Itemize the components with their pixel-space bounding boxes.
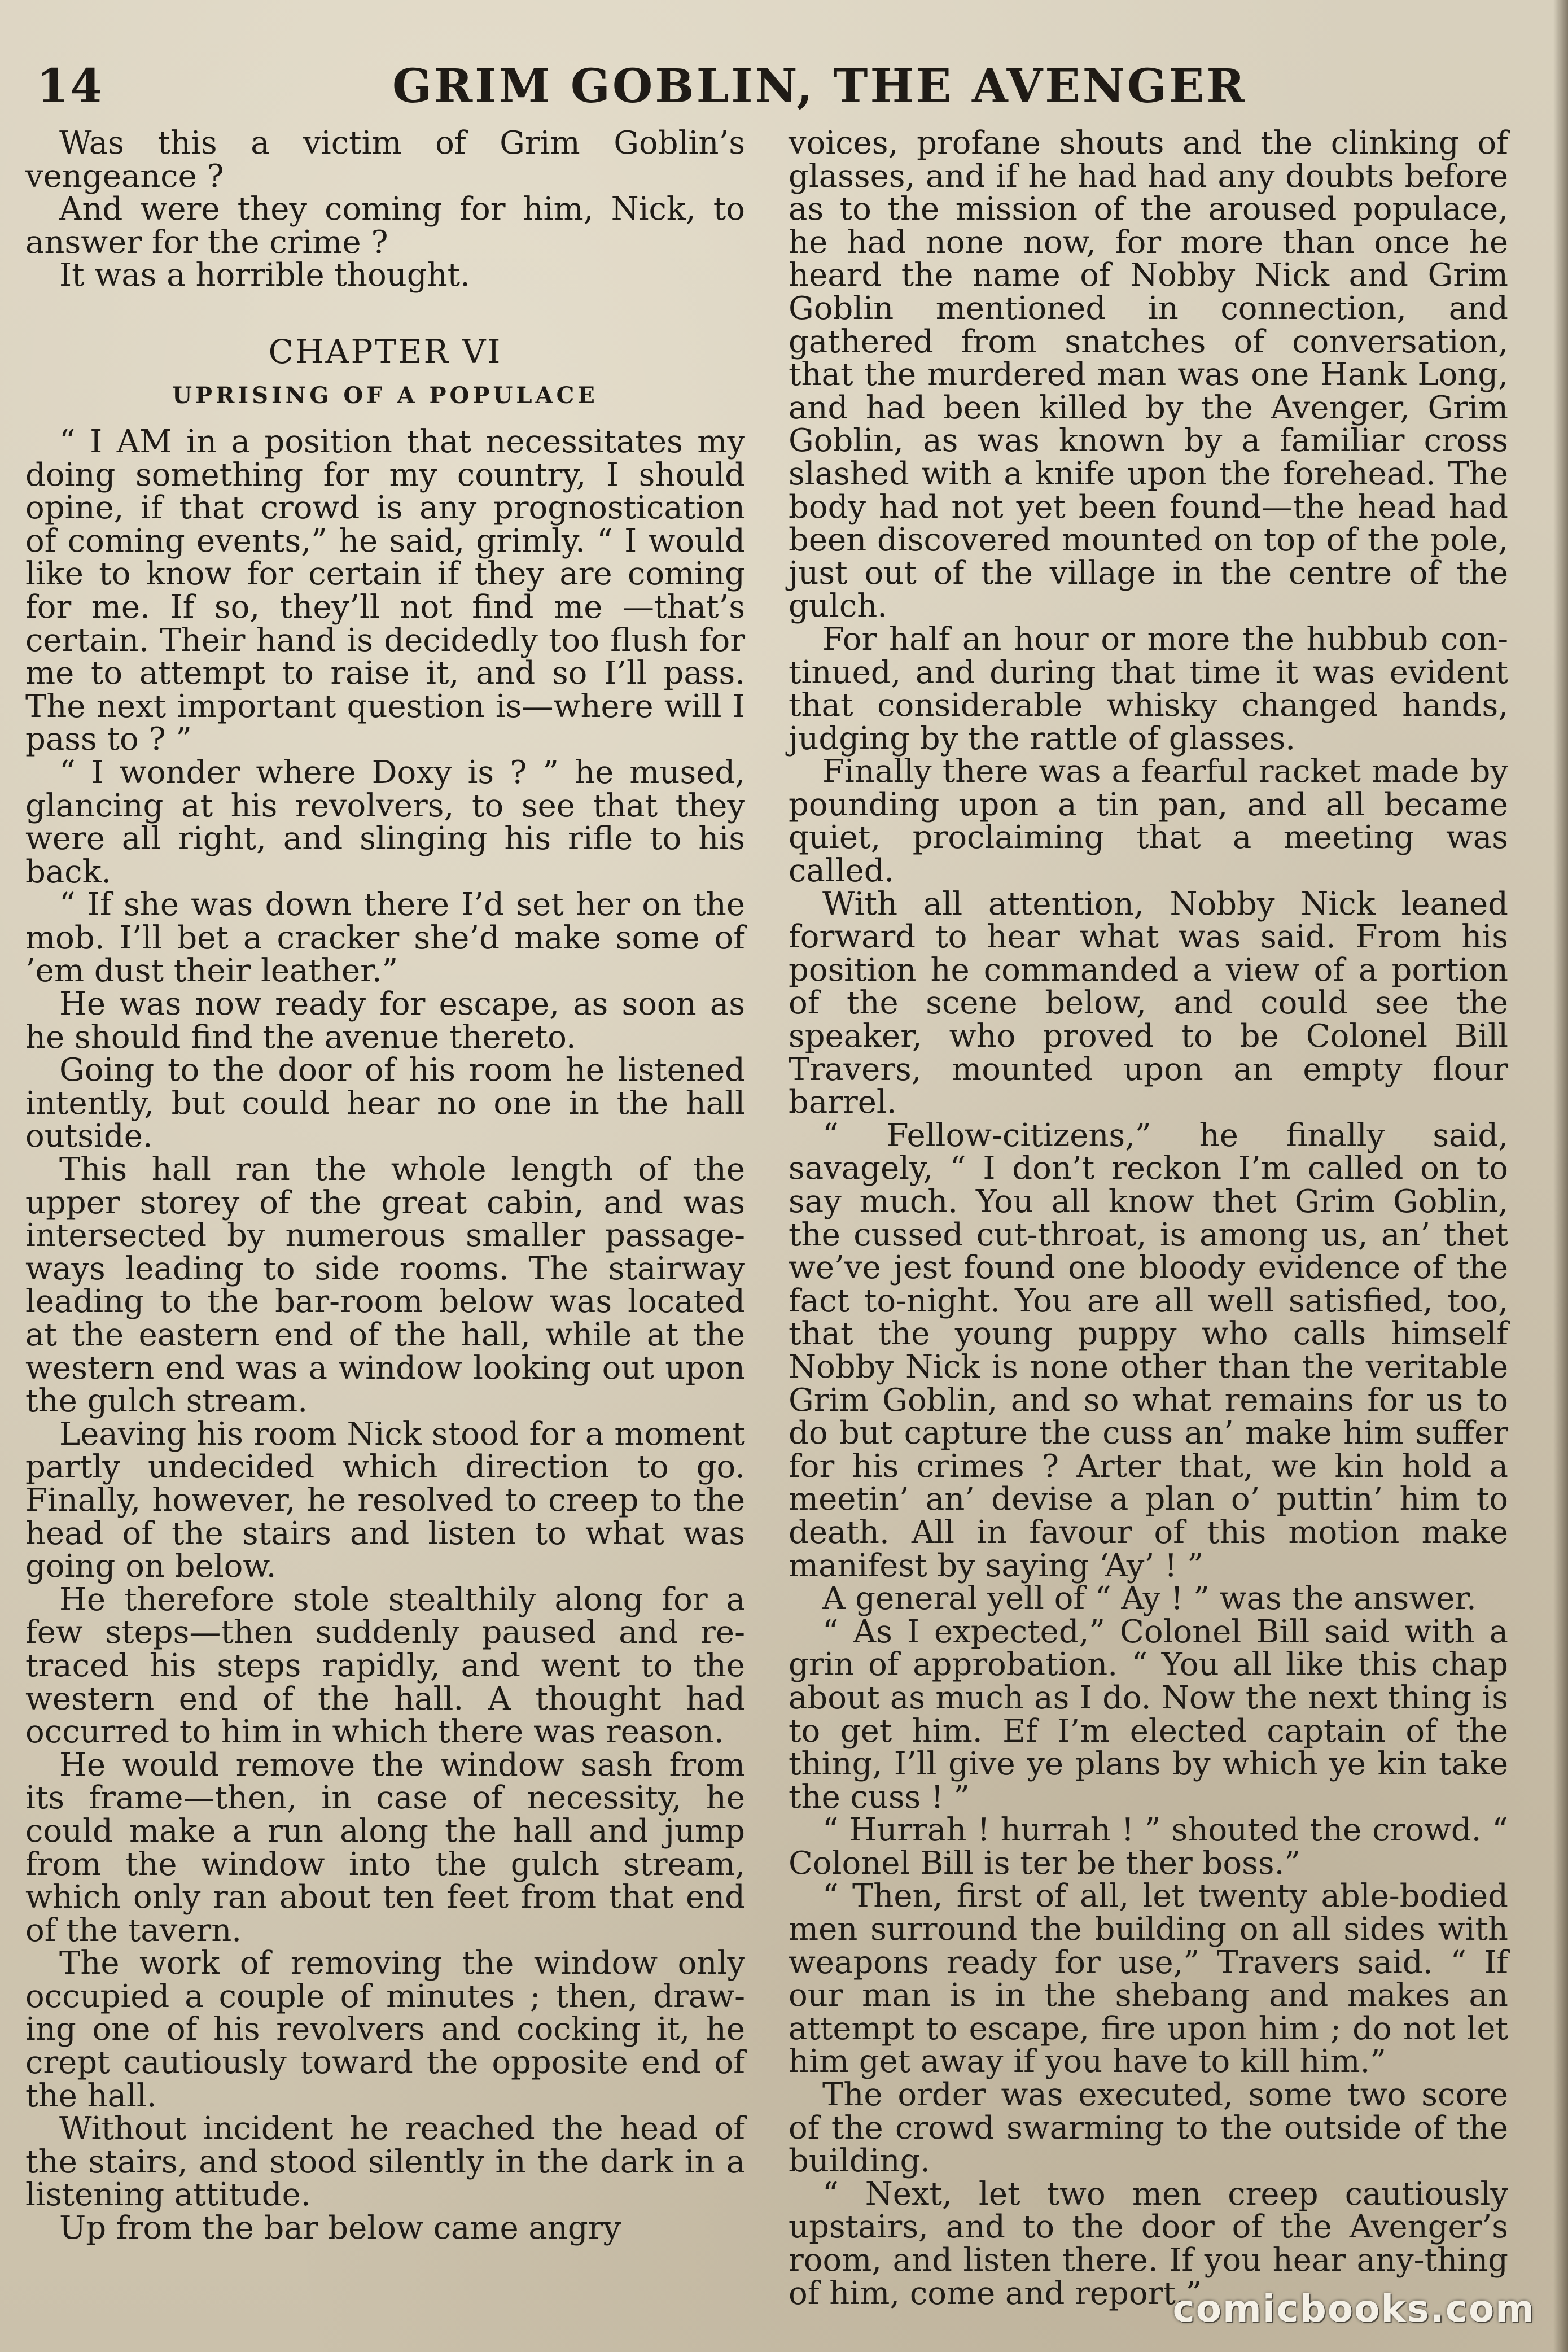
paragraph: Going to the door of his room he listened intently, but could hear no one in the hall outside. <box>25 1052 745 1155</box>
paragraph: And were they coming for him, Nick, to answer for the crime ? <box>25 191 745 261</box>
paragraph: This hall ran the whole length of the upper storey of the great cabin, and was intersected by numerous smaller passage-ways leading to side rooms. The stairway leading to the bar-room below was located at the eastern end of the hall, while at the western end was a window looking out upon the gulch stream. <box>25 1151 745 1420</box>
paragraph: It was a horrible thought. <box>59 257 470 294</box>
paragraph: Up from the bar below came angry <box>59 2210 621 2247</box>
page-header <box>31 54 1544 127</box>
paragraph: “ I wonder where Doxy is ? ” he mused, glancing at his revolvers, to see that they were all right, and slinging his rifle to his back. <box>25 754 745 890</box>
paragraph: “ Fellow-citizens,” he finally said, savagely, “ I don’t reckon I’m called on to say much. You all know thet Grim Goblin, the cussed cut-throat, is among us, an’ thet we’ve jest found one bloody evidence of the fact to-night. You are all well satisfied, too, that the young puppy who calls himself Nobby Nick is none other than the veritable Grim Goblin, and so what remains for us to do but capture the cuss an’ make him suffer for his crimes ? Arter that, we kin hold a meetin’ an’ devise a plan o’ puttin’ him to death. All in favour of this motion make manifest by saying ‘Ay’ ! ” <box>789 1117 1508 1584</box>
paragraph-continued: voices, profane shouts and the clinking of glasses, and if he had had any doubts before as to the mission of the aroused populace, he had none now, for more than once he heard the name of Nobby Nick and Grim Goblin mentioned in connection, and gathered from snatches of conversation, that the murdered man was one Hank Long, and had been killed by the Avenger, Grim Goblin, as was known by a familiar cross slashed with a knife upon the forehead. The body had not yet been found—the head had been discovered mounted on top of the pole, just out of the village in the centre of the gulch. <box>789 125 1508 625</box>
page-number: 14 <box>37 59 104 113</box>
paragraph: “ Next, let two men creep cautiously upstairs, and to the door of the Avenger’s room, and listen there. If you hear any-thing of him, come and report.” <box>789 2175 1508 2312</box>
paragraph: Finally there was a fearful racket made by pounding upon a tin pan, and all became quiet, proclaiming that a meeting was called. <box>789 753 1508 890</box>
paragraph: For half an hour or more the hubbub con-tinued, and during that time it was evident that considerable whisky changed hands, judging by the rattle of glasses. <box>789 620 1508 757</box>
paragraph: The work of removing the window only occupied a couple of minutes ; then, draw-ing one of his revolvers and cocking it, he crept cautiously toward the opposite end of the hall. <box>25 1945 745 2114</box>
right-column <box>789 127 1508 2310</box>
paragraph: He would remove the window sash from its frame—then, in case of necessity, he could make a run along the hall and jump from the window into the gulch stream, which only ran about ten feet from that end of the tavern. <box>25 1746 745 1949</box>
paragraph: Without incident he reached the head of the stairs, and stood silently in the dark in a listening attitude. <box>25 2110 745 2214</box>
paragraph: “ I AM in a position that necessitates my doing something for my country, I should opine, if that crowd is any prognostication of coming events,” he said, grimly. “ I would like to know for certain if they are coming for me. If so, they’ll not find me —that’s certain. Their hand is decidedly too flush for me to attempt to raise it, and so I’ll pass. The next important question is—where will I pass to ? ” <box>25 423 745 758</box>
paragraph: “ As I expected,” Colonel Bill said with a grin of approbation. “ You all like this chap about as much as I do. Now the next thing is to get him. Ef I’m elected captain of the thing, I’ll give ye plans by which ye kin take the cuss ! ” <box>789 1613 1508 1816</box>
paragraph: He was now ready for escape, as soon as he should find the avenue thereto. <box>25 986 745 1056</box>
chapter-title: CHAPTER VI <box>268 332 502 371</box>
paragraph: “ Hurrah ! hurrah ! ” shouted the crowd. “ Colonel Bill is ter be ther boss.” <box>789 1812 1508 1882</box>
chapter-subtitle: UPRISING OF A POPULACE <box>172 382 598 409</box>
paragraph: “ Then, first of all, let twenty able-bodied men surround the building on all sides with weapons ready for use,” Travers said. “ If our man is in the shebang and makes an attempt to escape, fire upon him ; do not let him get away if you have to kill him.” <box>789 1878 1508 2080</box>
paragraph: With all attention, Nobby Nick leaned forward to hear what was said. From his position he commanded a view of a portion of the scene below, and could see the speaker, who proved to be Colonel Bill Travers, mounted upon an empty flour barrel. <box>789 885 1508 1121</box>
paragraph: The order was executed, some two score of the crowd swarming to the outside of the building. <box>789 2076 1508 2180</box>
page-edge-shadow <box>1553 0 1568 2352</box>
left-column <box>25 127 745 2245</box>
paragraph: He therefore stole stealthily along for a few steps—then suddenly paused and re-traced his steps rapidly, and went to the western end of the hall. A thought had occurred to him in which there was reason. <box>25 1581 745 1751</box>
paragraph: A general yell of “ Ay ! ” was the answer. <box>822 1580 1477 1617</box>
paragraph: Was this a victim of Grim Goblin’s vengeance ? <box>25 125 745 195</box>
running-title: GRIM GOBLIN, THE AVENGER <box>392 59 1247 113</box>
watermark: comicbooks.com <box>1172 2287 1535 2331</box>
paragraph: “ If she was down there I’d set her on the mob. I’ll bet a cracker she’d make some of ’em dust their leather.” <box>25 886 745 990</box>
paragraph: Leaving his room Nick stood for a moment partly undecided which direction to go. Finally, however, he resolved to creep to the head of the stairs and listen to what was going on below. <box>25 1415 745 1585</box>
